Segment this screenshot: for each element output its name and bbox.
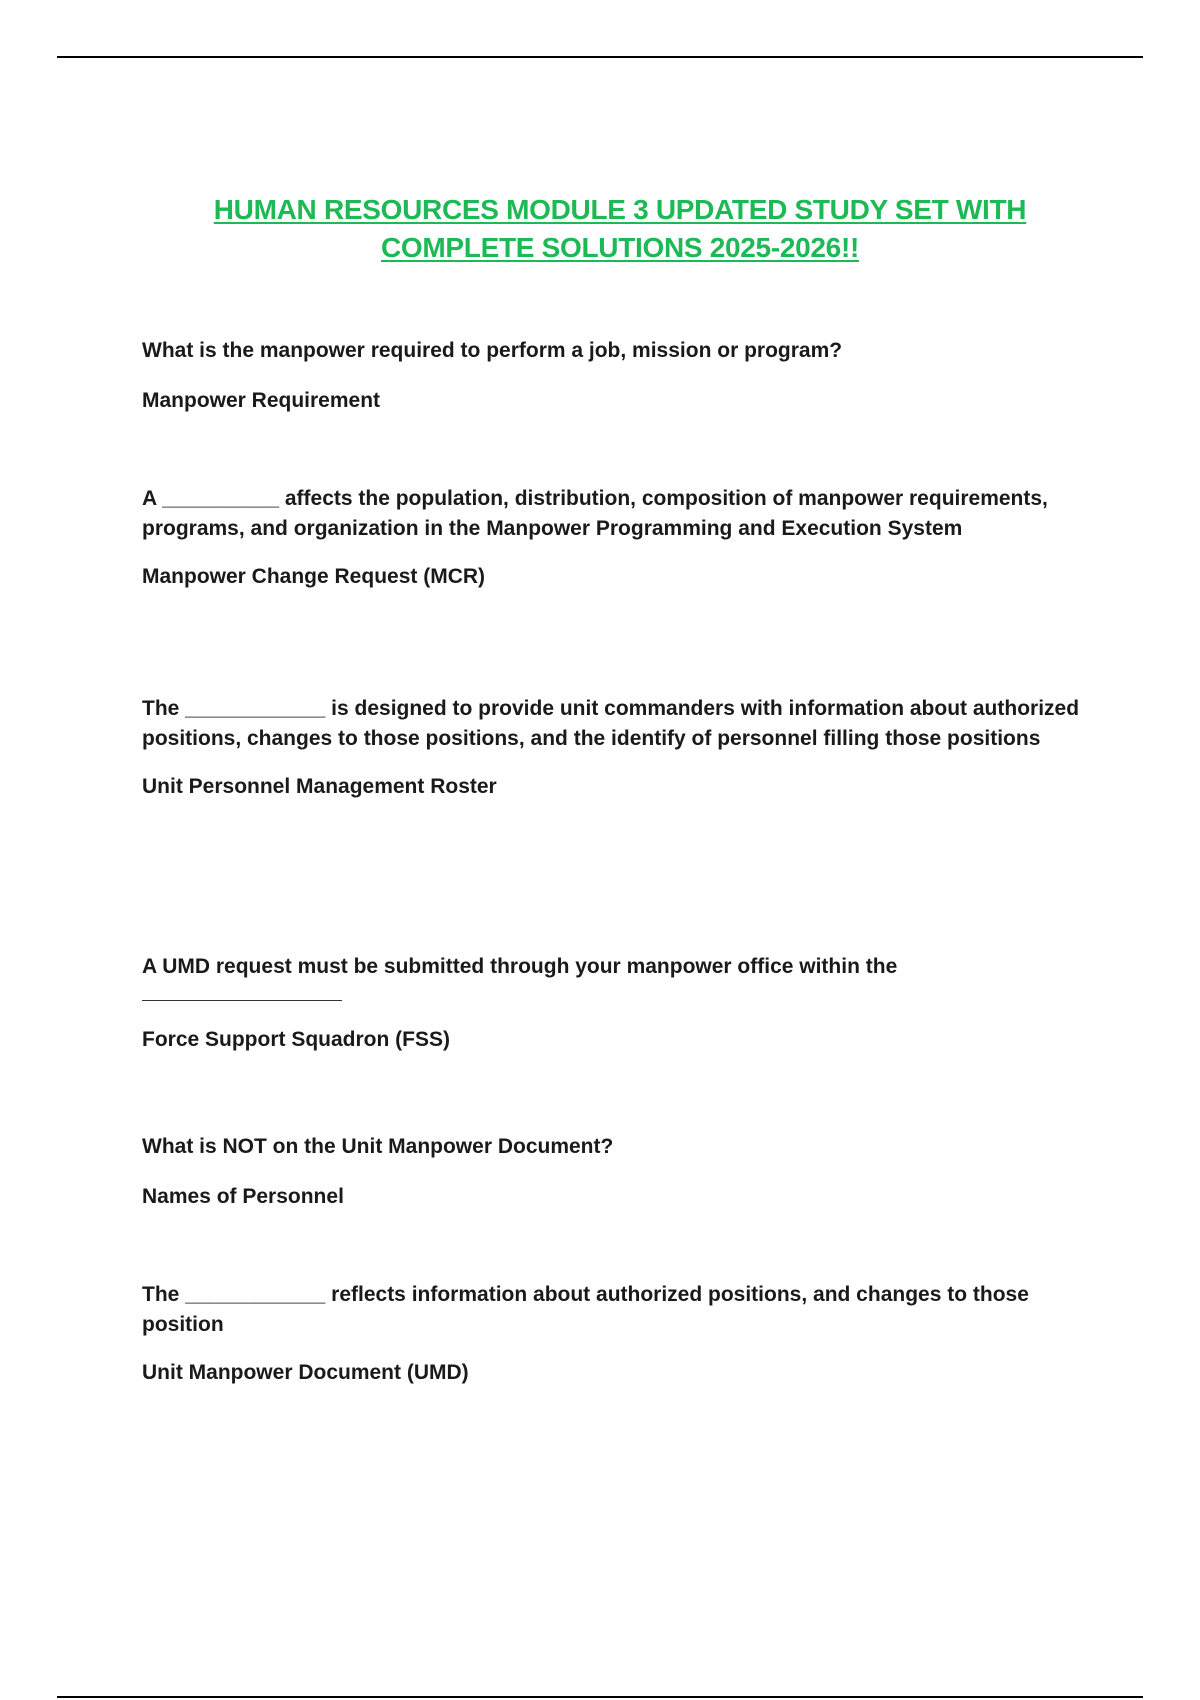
question-text: The ____________ is designed to provide unit commanders with information about authorized positions, changes to those positions, and the identify of personnel filling those positions xyxy=(142,697,1080,750)
question-text: What is NOT on the Unit Manpower Document? xyxy=(142,1135,614,1158)
answer-text: Force Support Squadron (FSS) xyxy=(142,1028,450,1051)
qa-item-6 xyxy=(142,1280,1092,1388)
qa-item-4 xyxy=(142,952,1092,1055)
document-title xyxy=(140,191,1100,267)
question-text: A UMD request must be submitted through your manpower office within the xyxy=(142,955,898,978)
question-text: What is the manpower required to perform a job, mission or program? xyxy=(142,339,843,362)
answer-text: Manpower Change Request (MCR) xyxy=(142,565,486,588)
qa-item-1 xyxy=(142,336,1092,416)
qa-item-5 xyxy=(142,1132,1092,1212)
qa-item-2 xyxy=(142,484,1092,592)
answer-text: Unit Personnel Management Roster xyxy=(142,775,497,798)
question-text: The ____________ reflects information about authorized positions, and changes to those position xyxy=(142,1283,1029,1336)
answer-blank-line xyxy=(142,1000,342,1001)
footer-rule xyxy=(57,1696,1143,1698)
header-rule xyxy=(57,56,1143,58)
qa-item-3 xyxy=(142,694,1092,802)
title-line-1: HUMAN RESOURCES MODULE 3 UPDATED STUDY SET WITH xyxy=(213,194,1027,225)
question-text: A __________ affects the population, distribution, composition of manpower requirements, programs, and organization in the Manpower Programming and Execution System xyxy=(142,487,1048,540)
answer-text: Names of Personnel xyxy=(142,1185,344,1208)
title-line-2: COMPLETE SOLUTIONS 2025-2026!! xyxy=(380,232,859,263)
answer-text: Manpower Requirement xyxy=(142,389,381,412)
answer-text: Unit Manpower Document (UMD) xyxy=(142,1361,469,1384)
